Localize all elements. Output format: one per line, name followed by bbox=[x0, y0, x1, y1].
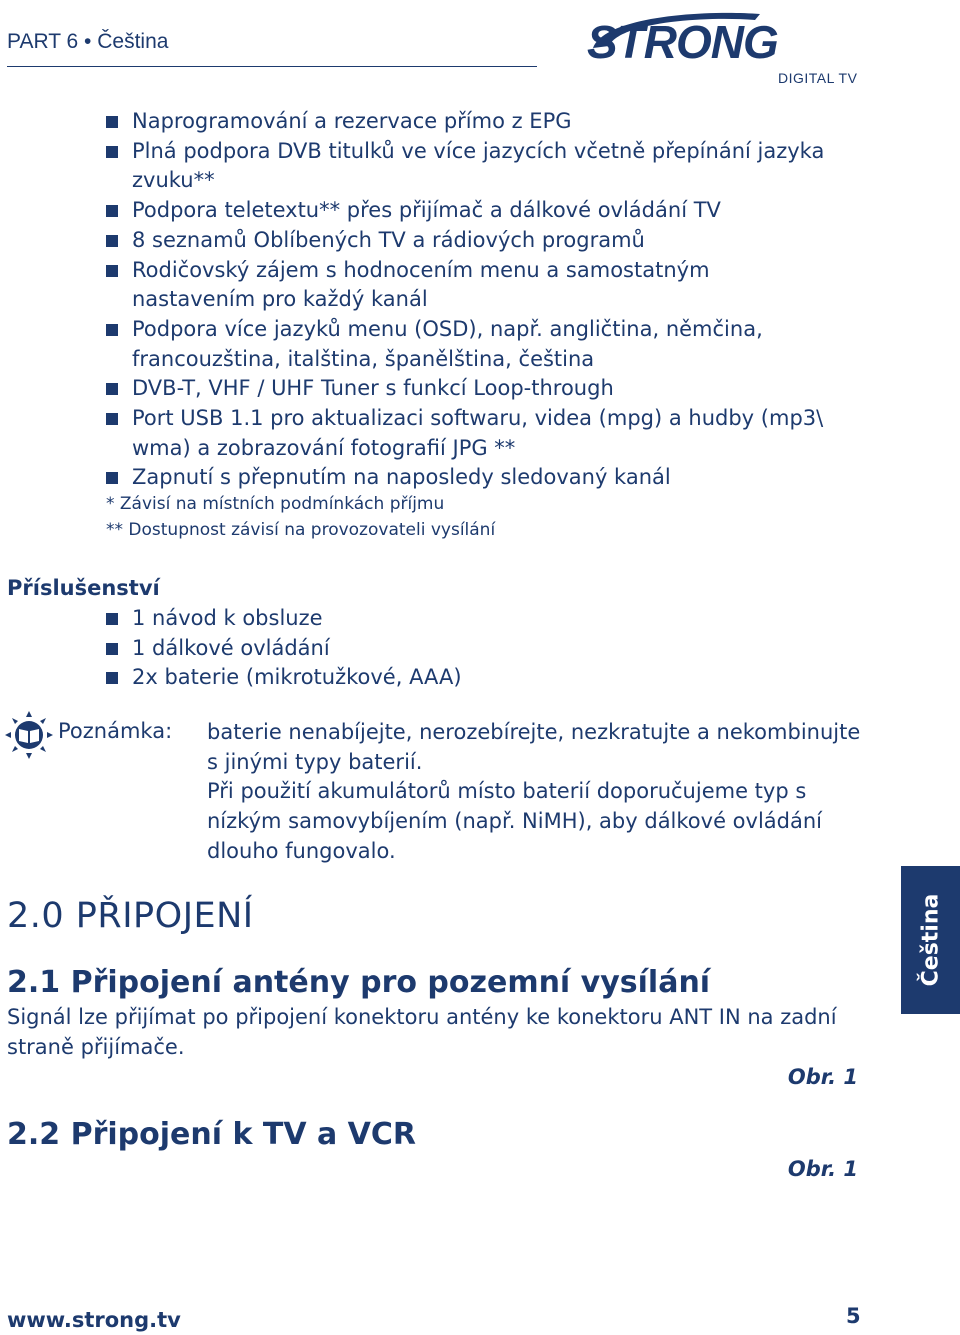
header-rule bbox=[7, 66, 537, 67]
feature-item: Port USB 1.1 pro aktualizaci softwaru, videa (mpg) a hudby (mp3\ wma) a zobrazování fotografií JPG ** bbox=[106, 404, 826, 463]
accessory-item: 1 dálkové ovládání bbox=[106, 634, 606, 664]
strong-logo bbox=[585, 8, 860, 64]
feature-item: Podpora více jazyků menu (OSD), např. angličtina, němčina, francouzština, italština, španělština, čeština bbox=[106, 315, 826, 374]
figure-label: Obr. 1 bbox=[787, 1065, 858, 1089]
footnote-reception: * Závisí na místních podmínkách příjmu bbox=[106, 494, 445, 514]
page-number: 5 bbox=[846, 1304, 861, 1328]
accessory-item: 2x baterie (mikrotužkové, AAA) bbox=[106, 663, 606, 693]
subsection-title-antenna: 2.1 Připojení antény pro pozemní vysílání bbox=[7, 965, 711, 1000]
subsection-title-tv-vcr: 2.2 Připojení k TV a VCR bbox=[7, 1117, 416, 1152]
svg-text:STRONG: STRONG bbox=[587, 16, 778, 64]
feature-item: Zapnutí s přepnutím na naposledy sledovaný kanál bbox=[106, 463, 826, 493]
footnote-operator: ** Dostupnost závisí na provozovateli vysílání bbox=[106, 520, 496, 540]
figure-label: Obr. 1 bbox=[787, 1157, 858, 1181]
section-title: 2.0 PŘIPOJENÍ bbox=[7, 896, 254, 936]
feature-item: Plná podpora DVB titulků ve více jazycích včetně přepínání jazyka zvuku** bbox=[106, 137, 826, 196]
book-note-icon bbox=[5, 711, 53, 759]
side-tab-label: Čeština bbox=[918, 893, 943, 987]
feature-item: 8 seznamů Oblíbených TV a rádiových programů bbox=[106, 226, 826, 256]
feature-item: Rodičovský zájem s hodnocením menu a samostatným nastavením pro každý kanál bbox=[106, 256, 826, 315]
accessories-list bbox=[106, 604, 606, 693]
features-list bbox=[106, 107, 826, 493]
feature-item: Naprogramování a rezervace přímo z EPG bbox=[106, 107, 826, 137]
language-side-tab bbox=[901, 866, 960, 1014]
note-label: Poznámka: bbox=[58, 719, 173, 743]
accessories-heading: Příslušenství bbox=[7, 576, 160, 600]
subsection-text-antenna: Signál lze přijímat po připojení konektoru antény ke konektoru ANT IN na zadní straně přijímače. bbox=[7, 1005, 837, 1059]
feature-item: DVB-T, VHF / UHF Tuner s funkcí Loop-through bbox=[106, 374, 826, 404]
note-body bbox=[207, 718, 867, 867]
accessory-item: 1 návod k obsluze bbox=[106, 604, 606, 634]
footer-url: www.strong.tv bbox=[7, 1308, 181, 1332]
logo-subtitle: DIGITAL TV bbox=[778, 70, 858, 86]
note-line: baterie nenabíjejte, nerozebírejte, nezkratujte a nekombinujte s jinými typy baterií. bbox=[207, 720, 861, 774]
header-part-label: PART 6 • Čeština bbox=[7, 30, 169, 53]
feature-item: Podpora teletextu** přes přijímač a dálkové ovládání TV bbox=[106, 196, 826, 226]
note-line: Při použití akumulátorů místo baterií doporučujeme typ s nízkým samovybíjením (např. NiMH), aby dálkové ovládání dlouho fungovalo. bbox=[207, 779, 822, 863]
